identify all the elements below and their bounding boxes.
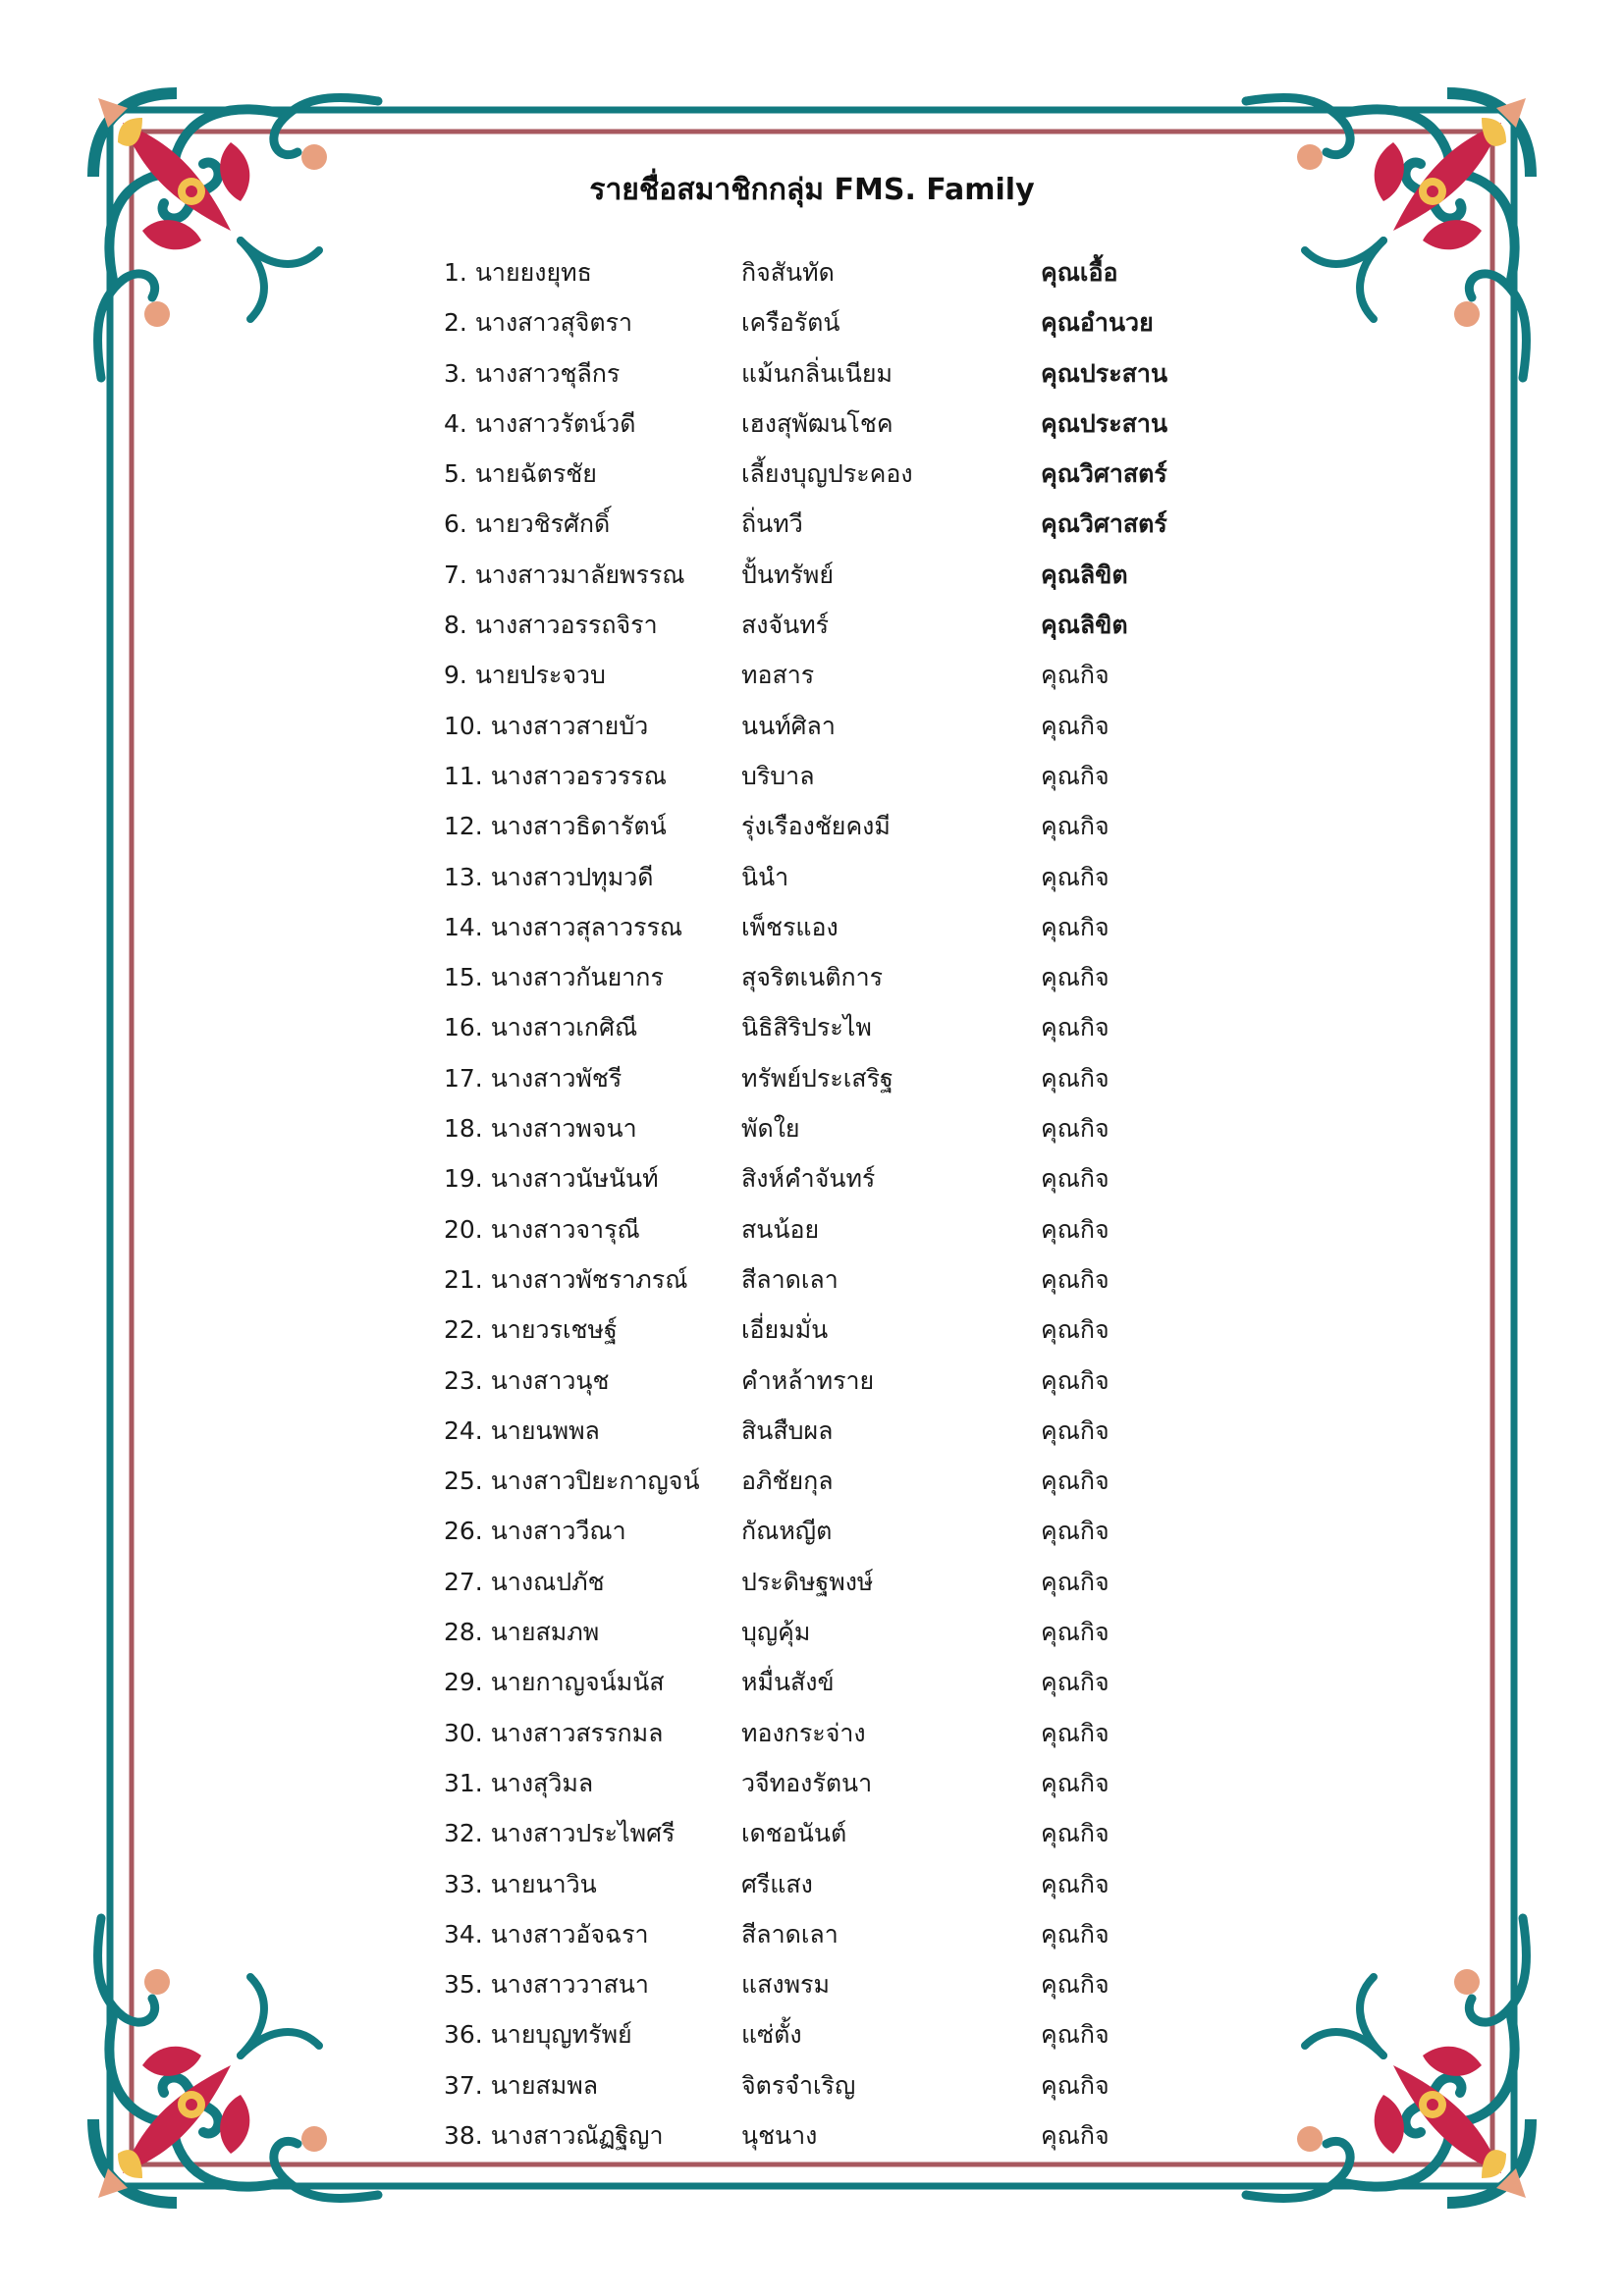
member-row (444, 650, 1249, 700)
member-name (444, 1607, 599, 1657)
member-surname: จิตรจำเริญ (741, 2070, 856, 2100)
member-surname: นิธิสิริประไพ (741, 1013, 872, 1042)
member-first-name: นางสาวนุช (490, 1365, 610, 1395)
member-number: 7. (444, 560, 467, 589)
member-name (444, 2060, 598, 2110)
member-surname: ปั้นทรัพย์ (741, 560, 834, 589)
member-row (444, 1657, 1249, 1707)
member-number: 14. (444, 912, 483, 941)
member-first-name: นายกาญจน์มนัส (490, 1668, 665, 1697)
member-name (444, 449, 597, 499)
member-first-name: นายวชิรศักดิ์ (474, 509, 611, 539)
member-row (444, 1557, 1249, 1607)
member-number: 13. (444, 862, 483, 891)
member-surname: ศรีแสง (741, 1869, 813, 1898)
member-number: 19. (444, 1164, 483, 1194)
member-number: 26. (444, 1517, 483, 1546)
member-number: 25. (444, 1467, 483, 1496)
member-role: คุณกิจ (1041, 1013, 1110, 1042)
member-role: คุณกิจ (1041, 1869, 1110, 1898)
member-role: คุณกิจ (1041, 661, 1110, 690)
member-surname: เครือรัตน์ (741, 308, 840, 338)
member-name (444, 1305, 618, 1355)
member-name (444, 247, 592, 297)
member-number: 16. (444, 1013, 483, 1042)
member-number: 29. (444, 1668, 483, 1697)
member-first-name: นางสาวสุจิตรา (474, 308, 633, 338)
member-name (444, 751, 667, 801)
member-role: คุณกิจ (1041, 1668, 1110, 1697)
member-role: คุณกิจ (1041, 1315, 1110, 1345)
member-number: 18. (444, 1114, 483, 1144)
member-row (444, 902, 1249, 952)
member-first-name: นายนพพล (490, 1415, 600, 1445)
member-surname: เพ็ชรแอง (741, 912, 839, 941)
member-surname: เดชอนันต์ (741, 1819, 847, 1848)
member-number: 27. (444, 1567, 483, 1596)
member-row (444, 449, 1249, 499)
member-row (444, 1103, 1249, 1153)
corner-ornament-top-right (1246, 93, 1531, 378)
member-number: 28. (444, 1618, 483, 1647)
member-role: คุณกิจ (1041, 963, 1110, 992)
member-name (444, 1204, 640, 1255)
member-first-name: นางสาวอรรถจิรา (474, 611, 658, 640)
member-name (444, 1758, 593, 1808)
member-role: คุณกิจ (1041, 1618, 1110, 1647)
member-surname: สิงห์คำจันทร์ (741, 1164, 876, 1194)
member-surname: ประดิษฐพงษ์ (741, 1567, 874, 1596)
member-name (444, 801, 667, 851)
member-surname: แสงพรม (741, 1970, 830, 2000)
member-role: คุณอำนวย (1041, 308, 1154, 338)
member-role: คุณกิจ (1041, 1567, 1110, 1596)
member-name (444, 1808, 675, 1858)
member-name (444, 2110, 664, 2161)
member-first-name: นางสาวพัชราภรณ์ (490, 1264, 688, 1294)
member-row (444, 1808, 1249, 1858)
member-number: 33. (444, 1869, 483, 1898)
member-role: คุณกิจ (1041, 2070, 1110, 2100)
member-first-name: นางสาวเกศิณี (490, 1013, 638, 1042)
member-role: คุณวิศาสตร์ (1041, 509, 1167, 539)
member-surname: พัดใย (741, 1114, 800, 1144)
member-name (444, 701, 648, 751)
member-name (444, 1002, 637, 1052)
member-number: 24. (444, 1415, 483, 1445)
member-surname: สงจันทร์ (741, 611, 830, 640)
member-surname: รุ่งเรืองชัยคงมี (741, 812, 891, 841)
member-name (444, 1356, 609, 1406)
member-name (444, 297, 632, 347)
member-role: คุณกิจ (1041, 1718, 1110, 1747)
member-name (444, 1103, 637, 1153)
member-name (444, 550, 685, 600)
member-name (444, 348, 620, 399)
member-surname: สีลาดเลา (741, 1264, 839, 1294)
member-row (444, 1356, 1249, 1406)
member-name (444, 1153, 659, 1203)
member-number: 23. (444, 1365, 483, 1395)
member-role: คุณกิจ (1041, 1214, 1110, 1244)
member-row (444, 2060, 1249, 2110)
member-surname: สนน้อย (741, 1214, 820, 1244)
member-name (444, 2009, 632, 2059)
member-first-name: นางสาวสุลาวรรณ (490, 912, 683, 941)
member-name (444, 1708, 663, 1758)
member-row (444, 1859, 1249, 1909)
member-surname: อภิชัยกุล (741, 1467, 834, 1496)
member-list (444, 247, 1249, 2161)
member-surname: ทรัพย์ประเสริฐ (741, 1063, 893, 1093)
member-number: 32. (444, 1819, 483, 1848)
member-role: คุณประสาน (1041, 408, 1168, 438)
member-surname: กิจสันทัด (741, 258, 835, 287)
member-row (444, 701, 1249, 751)
member-name (444, 1909, 649, 1959)
member-role: คุณประสาน (1041, 358, 1168, 388)
member-number: 10. (444, 711, 483, 740)
member-first-name: นางณปภัช (490, 1567, 605, 1596)
member-row (444, 1305, 1249, 1355)
member-first-name: นายยงยุทธ (474, 258, 592, 287)
member-first-name: นางสาวปทุมวดี (490, 862, 654, 891)
member-number: 17. (444, 1063, 483, 1093)
member-number: 2. (444, 308, 467, 338)
member-first-name: นายฉัตรชัย (474, 459, 597, 489)
member-number: 35. (444, 1970, 483, 2000)
member-number: 38. (444, 2120, 483, 2150)
member-row (444, 852, 1249, 902)
member-surname: สีลาดเลา (741, 1919, 839, 1949)
member-surname: ทอสาร (741, 661, 815, 690)
member-name (444, 1053, 622, 1103)
member-role: คุณวิศาสตร์ (1041, 459, 1167, 489)
member-row (444, 1406, 1249, 1456)
member-row (444, 2009, 1249, 2059)
member-role: คุณกิจ (1041, 761, 1110, 790)
member-first-name: นางสาวอรวรรณ (490, 761, 667, 790)
member-role: คุณลิขิต (1041, 611, 1128, 640)
member-surname: บริบาล (741, 761, 815, 790)
member-first-name: นายนาวิน (490, 1869, 597, 1898)
member-role: คุณกิจ (1041, 1164, 1110, 1194)
member-surname: เฮงสุพัฒนโชค (741, 408, 893, 438)
member-row (444, 1909, 1249, 1959)
member-row (444, 399, 1249, 449)
member-role: คุณกิจ (1041, 1063, 1110, 1093)
member-row (444, 550, 1249, 600)
member-row (444, 247, 1249, 297)
member-first-name: นางสาวปิยะกาญจน์ (490, 1467, 700, 1496)
member-name (444, 1959, 649, 2009)
member-surname: ถิ่นทวี (741, 509, 803, 539)
member-number: 8. (444, 611, 467, 640)
member-surname: นินำ (741, 862, 789, 891)
member-role: คุณกิจ (1041, 912, 1110, 941)
member-role: คุณกิจ (1041, 1114, 1110, 1144)
member-number: 6. (444, 509, 467, 539)
corner-ornament-bottom-right (1246, 1918, 1531, 2203)
member-role: คุณกิจ (1041, 1467, 1110, 1496)
member-name (444, 902, 682, 952)
member-role: คุณเอื้อ (1041, 258, 1118, 287)
member-surname: สุจริตเนติการ (741, 963, 884, 992)
member-number: 5. (444, 459, 467, 489)
member-first-name: นางสาวพจนา (490, 1114, 637, 1144)
member-surname: นุชนาง (741, 2120, 818, 2150)
member-first-name: นายสมภพ (490, 1618, 600, 1647)
member-name (444, 650, 606, 700)
member-name (444, 1506, 626, 1556)
member-row (444, 952, 1249, 1002)
member-role: คุณกิจ (1041, 1264, 1110, 1294)
member-name (444, 1456, 700, 1506)
member-row (444, 1153, 1249, 1203)
member-role: คุณกิจ (1041, 711, 1110, 740)
member-row (444, 1607, 1249, 1657)
member-row (444, 1959, 1249, 2009)
member-number: 9. (444, 661, 467, 690)
member-name (444, 600, 658, 650)
member-row (444, 499, 1249, 549)
member-name (444, 1557, 605, 1607)
member-name (444, 1406, 600, 1456)
member-first-name: นายสมพล (490, 2070, 599, 2100)
member-number: 1. (444, 258, 467, 287)
member-row (444, 1002, 1249, 1052)
member-role: คุณลิขิต (1041, 560, 1128, 589)
member-surname: ทองกระจ่าง (741, 1718, 866, 1747)
member-name (444, 499, 610, 549)
member-name (444, 852, 654, 902)
member-name (444, 1657, 665, 1707)
member-first-name: นางสาวพัชรี (490, 1063, 623, 1093)
member-first-name: นางสาวสรรกมล (490, 1718, 664, 1747)
member-role: คุณกิจ (1041, 1768, 1110, 1797)
member-first-name: นายประจวบ (474, 661, 606, 690)
member-first-name: นางสาวอัจฉรา (490, 1919, 649, 1949)
corner-ornament-bottom-left (93, 1918, 378, 2203)
corner-ornament-top-left (93, 93, 378, 378)
member-name (444, 399, 636, 449)
member-first-name: นางสาวชุลีกร (474, 358, 621, 388)
member-name (444, 1255, 687, 1305)
member-number: 15. (444, 963, 483, 992)
member-surname: กัณหญีต (741, 1517, 833, 1546)
member-row (444, 1456, 1249, 1506)
member-surname: นนท์ศิลา (741, 711, 836, 740)
member-surname: หมื่นสังข์ (741, 1668, 835, 1697)
member-surname: คำหล้าทราย (741, 1365, 875, 1395)
member-row (444, 1708, 1249, 1758)
member-surname: วจีทองรัตนา (741, 1768, 873, 1797)
member-role: คุณกิจ (1041, 1919, 1110, 1949)
member-row (444, 1204, 1249, 1255)
member-first-name: นางสาวณัฏฐิญา (490, 2120, 664, 2150)
member-role: คุณกิจ (1041, 1365, 1110, 1395)
member-surname: เอี่ยมมั่น (741, 1315, 829, 1345)
member-number: 12. (444, 812, 483, 841)
member-role: คุณกิจ (1041, 862, 1110, 891)
member-number: 22. (444, 1315, 483, 1345)
member-row (444, 751, 1249, 801)
member-row (444, 297, 1249, 347)
member-first-name: นางสาวมาลัยพรรณ (474, 560, 685, 589)
member-row (444, 801, 1249, 851)
member-name (444, 952, 664, 1002)
member-number: 20. (444, 1214, 483, 1244)
member-number: 37. (444, 2070, 483, 2100)
member-first-name: นางสาวประไพศรี (490, 1819, 676, 1848)
member-name (444, 1859, 597, 1909)
member-first-name: นางสาวสายบัว (490, 711, 649, 740)
member-row (444, 348, 1249, 399)
member-role: คุณกิจ (1041, 812, 1110, 841)
member-first-name: นายบุญทรัพย์ (490, 2020, 632, 2050)
member-number: 34. (444, 1919, 483, 1949)
member-first-name: นางสาวจารุณี (490, 1214, 640, 1244)
page-title: รายชื่อสมาชิกกลุ่ม FMS. Family (589, 173, 1035, 207)
member-row (444, 2110, 1249, 2161)
member-first-name: นางสาวรัตน์วดี (474, 408, 636, 438)
member-role: คุณกิจ (1041, 1415, 1110, 1445)
member-role: คุณกิจ (1041, 1517, 1110, 1546)
member-surname: แซ่ตั้ง (741, 2020, 802, 2050)
member-role: คุณกิจ (1041, 1819, 1110, 1848)
member-number: 31. (444, 1768, 483, 1797)
member-surname: แม้นกลิ่นเนียม (741, 358, 893, 388)
member-first-name: นางสาววาสนา (490, 1970, 649, 2000)
member-number: 30. (444, 1718, 483, 1747)
member-row (444, 1758, 1249, 1808)
member-number: 4. (444, 408, 467, 438)
member-role: คุณกิจ (1041, 2120, 1110, 2150)
member-surname: บุญคุ้ม (741, 1618, 811, 1647)
member-surname: สินสืบผล (741, 1415, 834, 1445)
member-first-name: นางสาวนัษนันท์ (490, 1164, 659, 1194)
member-row (444, 1506, 1249, 1556)
member-number: 21. (444, 1264, 483, 1294)
member-first-name: นางสาววีณา (490, 1517, 626, 1546)
member-number: 36. (444, 2020, 483, 2050)
member-number: 11. (444, 761, 483, 790)
member-role: คุณกิจ (1041, 1970, 1110, 2000)
member-role: คุณกิจ (1041, 2020, 1110, 2050)
member-first-name: นางสาวกันยากร (490, 963, 664, 992)
member-row (444, 600, 1249, 650)
member-number: 3. (444, 358, 467, 388)
member-surname: เลี้ยงบุญประคอง (741, 459, 913, 489)
member-first-name: นางสาวธิดารัตน์ (490, 812, 667, 841)
member-first-name: นางสุวิมล (490, 1768, 594, 1797)
member-first-name: นายวรเชษฐ์ (490, 1315, 618, 1345)
member-row (444, 1255, 1249, 1305)
member-row (444, 1053, 1249, 1103)
